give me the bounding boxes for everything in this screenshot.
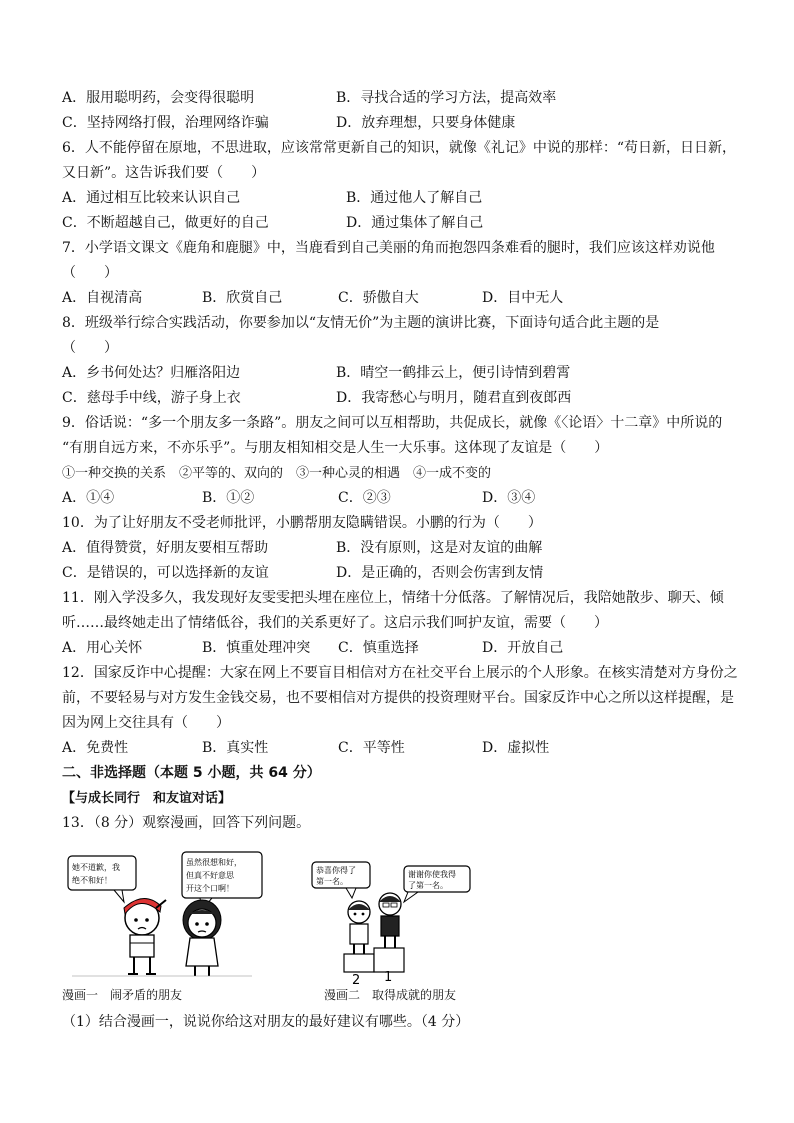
q6-stem-line-1: 6．人不能停留在原地，不思进取，应该常常更新自己的知识，就像《礼记》中说的那样：“苟日新，日日新， <box>62 140 737 156</box>
q10-options-row-2 <box>62 561 742 586</box>
section-2-heading: 二、非选择题（本题 5 小题，共 64 分） <box>62 765 321 781</box>
q11-option-d[interactable]: D．开放自己 <box>482 640 564 656</box>
comic-2-caption: 漫画二 取得成就的朋友 <box>324 988 457 1002</box>
q8-options-row-2 <box>62 386 742 411</box>
q5-option-a[interactable]: A．服用聪明药，会变得很聪明 <box>62 90 255 106</box>
q12-stem-line-2: 前，不要轻易与对方发生金钱交易，也不要相信对方提供的投资理财平台。国家反诈中心之所以这样提醒，是 <box>62 690 734 706</box>
podium-label-2: 2 <box>352 973 361 988</box>
q6-option-d[interactable]: D．通过集体了解自己 <box>346 215 484 231</box>
q8-option-b[interactable]: B．晴空一鹤排云上，便引诗情到碧霄 <box>336 365 571 381</box>
q10-options-row-1 <box>62 536 742 561</box>
comic-2-second-place-kid <box>348 901 370 954</box>
podium-first <box>374 948 404 972</box>
q8-stem-line-2: （ ） <box>62 340 118 356</box>
q8-stem-line-1: 8．班级举行综合实践活动，你要参加以“友情无价”为主题的演讲比赛，下面诗句适合此主题的是 <box>62 315 660 331</box>
comic-1-bubble-left-line-1: 她不道歉，我 <box>72 863 120 872</box>
q12-option-d[interactable]: D．虚拟性 <box>482 740 550 756</box>
q5-options-row-2 <box>62 111 742 136</box>
q8-option-c[interactable]: C．慈母手中线，游子身上衣 <box>62 390 241 406</box>
q11-option-b[interactable]: B．慎重处理冲突 <box>202 640 311 656</box>
q9-option-d[interactable]: D．③④ <box>482 490 536 506</box>
q13-subquestion-1: （1）结合漫画一，说说你给这对朋友的最好建议有哪些。（4 分） <box>62 1014 470 1030</box>
q6-options-row-1 <box>62 186 742 211</box>
section-2-theme: 【与成长同行 和友谊对话】 <box>62 791 232 806</box>
q10-option-c[interactable]: C．是错误的，可以选择新的友谊 <box>62 565 269 581</box>
comic-1-bubble-right-line-3: 开这个口啊！ <box>186 884 234 893</box>
comic-1-bubble-left-line-2: 绝不和好！ <box>72 876 112 885</box>
q8-option-a[interactable]: A．乡书何处达？归雁洛阳边 <box>62 365 241 381</box>
q6-option-b[interactable]: B．通过他人了解自己 <box>346 190 483 206</box>
q9-statements: ①一种交换的关系 ②平等的、双向的 ③一种心灵的相遇 ④一成不变的 <box>62 466 492 481</box>
q6-options-row-2 <box>62 211 742 236</box>
q9-option-a[interactable]: A．①④ <box>62 490 115 506</box>
q12-option-b[interactable]: B．真实性 <box>202 740 269 756</box>
podium-second <box>344 954 374 972</box>
q5-option-c[interactable]: C．坚持网络打假，治理网络诈骗 <box>62 115 269 131</box>
comic-1-caption: 漫画一 闹矛盾的朋友 <box>62 988 183 1002</box>
q9-option-b[interactable]: B．①② <box>202 490 255 506</box>
q6-stem-line-2: 又日新”。这告诉我们要（ ） <box>62 165 266 181</box>
q12-option-a[interactable]: A．免费性 <box>62 740 129 756</box>
q10-stem: 10．为了让好朋友不受老师批评，小鹏帮朋友隐瞒错误。小鹏的行为（ ） <box>62 515 542 531</box>
q10-option-b[interactable]: B．没有原则，这是对友谊的曲解 <box>336 540 543 556</box>
q8-option-d[interactable]: D．我寄愁心与明月，随君直到夜郎西 <box>336 390 572 406</box>
comic-1-boy <box>124 898 166 974</box>
q12-options-row <box>62 736 742 761</box>
q13-comics <box>62 848 492 1008</box>
q11-options-row <box>62 636 742 661</box>
q12-stem-line-3: 因为网上交往具有（ ） <box>62 715 230 731</box>
q9-stem-line-2: “有朋自远方来，不亦乐乎”。与朋友相知相交是人生一大乐事。这体现了友谊是（ ） <box>62 440 609 456</box>
q12-option-c[interactable]: C．平等性 <box>338 740 405 756</box>
q10-option-a[interactable]: A．值得赞赏，好朋友要相互帮助 <box>62 540 269 556</box>
comic-2-bubble-left-line-1: 恭喜你得了 <box>316 866 356 875</box>
q11-stem-line-2: 听……最终她走出了情绪低谷，我们的关系更好了。这启示我们呵护友谊，需要（ ） <box>62 615 608 631</box>
comic-2-bubble-right-line-1: 谢谢你使我得 <box>408 870 456 879</box>
q10-option-d[interactable]: D．是正确的，否则会伤害到友情 <box>336 565 544 581</box>
q7-option-b[interactable]: B．欣赏自己 <box>202 290 283 306</box>
q8-options-row-1 <box>62 361 742 386</box>
q7-option-d[interactable]: D．目中无人 <box>482 290 564 306</box>
q7-option-c[interactable]: C．骄傲自大 <box>338 290 419 306</box>
q11-stem-line-1: 11．刚入学没多久，我发现好友雯雯把头埋在座位上，情绪十分低落。了解情况后，我陪她散步、聊天、倾 <box>62 590 724 606</box>
q9-options-row <box>62 486 742 511</box>
exam-page <box>62 86 742 836</box>
comic-1-girl <box>183 900 221 976</box>
q5-option-b[interactable]: B．寻找合适的学习方法，提高效率 <box>336 90 557 106</box>
q11-option-a[interactable]: A．用心关怀 <box>62 640 143 656</box>
comic-2-bubble-left-line-2: 第一名。 <box>316 877 348 886</box>
q7-options-row <box>62 286 742 311</box>
q9-stem-line-1: 9．俗话说：“多一个朋友多一条路”。朋友之间可以互相帮助，共促成长，就像《〈论语〉十二章》中所说的 <box>62 415 723 431</box>
podium-label-1: 1 <box>384 970 393 985</box>
comic-1-bubble-right-line-2: 但真不好意思 <box>186 871 234 880</box>
q7-option-a[interactable]: A．自视清高 <box>62 290 143 306</box>
comic-2-first-place-kid <box>379 893 401 948</box>
comic-2-bubble-right-line-2: 了第一名。 <box>408 881 448 890</box>
q11-option-c[interactable]: C．慎重选择 <box>338 640 419 656</box>
q13-stem: 13．（8 分）观察漫画，回答下列问题。 <box>62 815 311 831</box>
q5-option-d[interactable]: D．放弃理想，只要身体健康 <box>336 115 516 131</box>
comic-2 <box>312 862 470 988</box>
q6-option-a[interactable]: A．通过相互比较来认识自己 <box>62 190 241 206</box>
q7-stem-line-2: （ ） <box>62 265 118 281</box>
q5-options-row-1 <box>62 86 742 111</box>
comic-1 <box>68 852 262 976</box>
q12-stem-line-1: 12．国家反诈中心提醒：大家在网上不要盲目相信对方在社交平台上展示的个人形象。在核实清楚对方身份之 <box>62 665 738 681</box>
comic-illustrations <box>62 848 492 988</box>
comic-1-bubble-right-line-1: 虽然很想和好， <box>186 858 242 867</box>
q7-stem-line-1: 7．小学语文课文《鹿角和鹿腿》中，当鹿看到自己美丽的角而抱怨四条难看的腿时，我们应该这样劝说他 <box>62 240 715 256</box>
q9-option-c[interactable]: C．②③ <box>338 490 391 506</box>
q6-option-c[interactable]: C．不断超越自己，做更好的自己 <box>62 215 269 231</box>
